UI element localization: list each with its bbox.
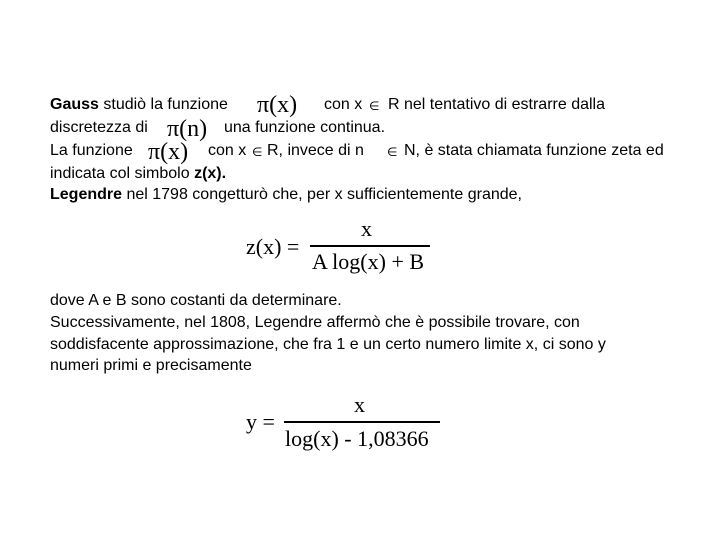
text-fragment: una funzione continua. [224,119,386,136]
text-fragment: R nel tentativo di estrarre dalla [388,96,605,113]
pi-n-formula: π(n) [167,116,208,142]
formula2-lhs: y = [246,409,275,434]
text-fragment: con x [208,142,247,159]
text-fragment: indicata col simbolo [50,165,195,182]
formula2-numerator: x [354,392,365,417]
formula1-numerator: x [361,216,372,241]
text-line-1 [50,95,228,115]
formula2-fraction-bar [284,421,440,423]
formula1-fraction-bar [310,245,430,247]
para2-line-1: dove A e B sono costanti da determinare. [50,292,342,309]
text-fragment: con x [324,96,363,113]
bold-zx: z(x). [194,165,227,182]
bold-gauss: Gauss [50,96,99,113]
element-of-symbol: ∈ [387,145,398,159]
text-line-4 [50,164,226,184]
formula2-denominator: log(x) - 1,08366 [285,426,429,451]
element-of-symbol: ∈ [369,99,380,113]
pi-x-formula: π(x) [148,139,189,165]
bold-legendre: Legendre [50,186,123,203]
text-line-5 [50,185,522,205]
text-line-3: La funzione [50,142,133,159]
text-fragment: nel 1798 congetturò che, per x sufficientemente grande, [122,186,522,203]
pi-x-formula: π(x) [257,92,298,118]
text-fragment: N, è stata chiamata funzione zeta ed [404,142,664,159]
formula1-lhs: z(x) = [246,234,300,259]
para2-line-2: Successivamente, nel 1808, Legendre affermò che è possibile trovare, con [50,314,580,331]
para2-line-3: soddisfacente approssimazione, che fra 1 e un certo numero limite x, ci sono y [50,336,606,353]
text-fragment: R, invece di n [267,142,364,159]
para2-line-4: numeri primi e precisamente [50,357,252,374]
formula1-denominator: A log(x) + B [312,249,425,274]
text-fragment: studiò la funzione [98,96,228,113]
element-of-symbol: ∈ [252,145,263,159]
text-line-2: discretezza di [50,119,148,136]
